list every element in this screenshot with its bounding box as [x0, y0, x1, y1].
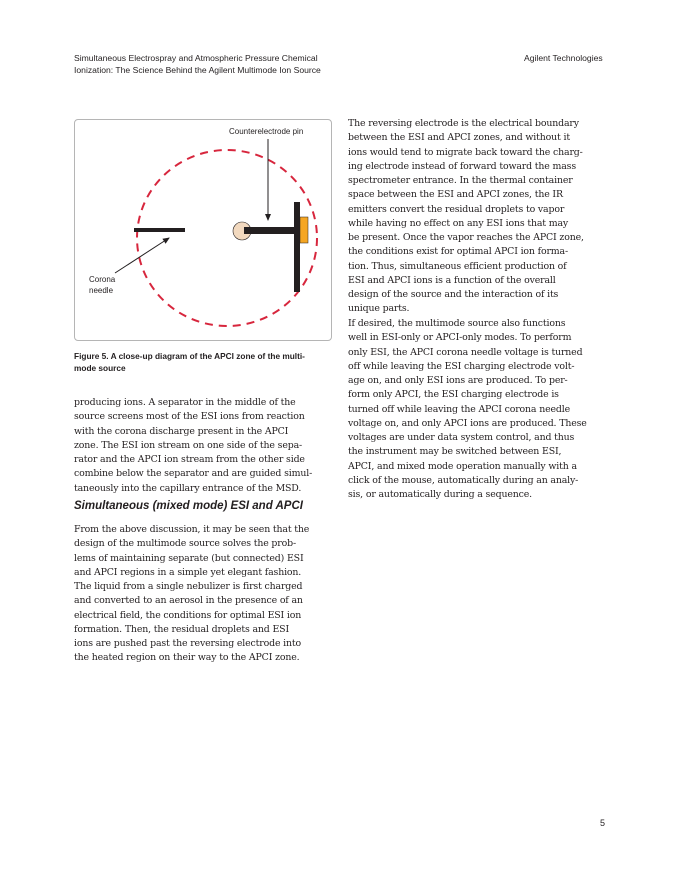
figure-caption [74, 351, 305, 374]
text-line: space between the ESI and APCI zones, the IR [348, 189, 563, 201]
text-line: the instrument may be switched between ESI, [348, 446, 562, 458]
text-line: From the above discussion, it may be seen that the [74, 524, 310, 535]
text-line: voltage on, and only APCI ions are produced. These [348, 417, 587, 429]
text-line: unique parts. [348, 303, 410, 315]
text-line: ions would tend to migrate back toward the charg- [348, 146, 583, 158]
paragraph [74, 396, 312, 496]
caption-line: Figure 5. A close-up diagram of the APCI zone of the multi- [74, 351, 305, 361]
running-title-line: Ionization: The Science Behind the Agilent Multimode Ion Source [74, 65, 321, 75]
counterelectrode-pin [300, 217, 308, 243]
text-line: click of the mouse, automatically during an analy- [348, 474, 579, 486]
text-line: well in ESI-only or APCI-only modes. To perform [348, 332, 572, 344]
text-line: off while leaving the ESI charging electrode volt- [348, 360, 575, 372]
text-line: be present. Once the vapor reaches the APCI zone, [348, 232, 584, 243]
text-line: formation. Then, the residual droplets and ESI [74, 623, 290, 635]
text-line: If desired, the multimode source also functions [348, 318, 566, 329]
running-title-line: Simultaneous Electrospray and Atmospheric Pressure Chemical [74, 53, 318, 63]
text-line: and converted to an aerosol in the presence of an [74, 595, 303, 607]
text-line: tion. Thus, simultaneous efficient production of [348, 260, 567, 272]
corona-needle [134, 228, 185, 232]
text-line: form only APCI, the ESI charging electrode is [348, 389, 559, 401]
text-line: ing electrode instead of forward toward the mass [348, 160, 577, 172]
corona-needle-label [89, 274, 115, 296]
text-line: ESI and APCI ions is a function of the overall [348, 274, 556, 286]
text-line: emitters convert the residual droplets to vapor [348, 203, 565, 215]
text-line: electrical field, the conditions for optimal ESI ion [74, 609, 302, 621]
text-line: zone. The ESI ion stream on one side of the sepa- [74, 439, 303, 451]
text-line: taneously into the capillary entrance of the MSD. [74, 482, 302, 494]
text-line: while having no effect on any ESI ions that may [348, 217, 569, 229]
text-line: turned off while leaving the APCI corona needle [348, 403, 570, 415]
paragraph [348, 117, 584, 317]
apci-zone-boundary [137, 150, 317, 326]
text-line: The liquid from a single nebulizer is first charged [74, 581, 303, 592]
text-line: voltages are under data system control, and thus [348, 432, 575, 443]
text-line: with the corona discharge present in the APCI [74, 425, 289, 437]
text-line: age on, and only ESI ions are produced. To per- [348, 375, 568, 386]
caption-line: mode source [74, 362, 126, 373]
text-line: between the ESI and APCI zones, and without it [348, 132, 570, 144]
text-line: only ESI, the APCI corona needle voltage is turned [348, 346, 583, 358]
counterelectrode-plate [294, 202, 300, 292]
section-subheading: Simultaneous (mixed mode) ESI and APCI [74, 500, 303, 512]
text-line: sis, or automatically during a sequence. [348, 489, 532, 500]
corona-arrow [115, 238, 169, 273]
text-line: producing ions. A separator in the middle of the [74, 397, 296, 408]
text-line: spectrometer entrance. In the thermal container [348, 175, 573, 186]
apci-zone-diagram [75, 120, 331, 340]
text-line: and APCI regions in a simple yet elegant fashion. [74, 566, 302, 578]
counterelectrode-rod [244, 227, 294, 234]
text-line: lems of maintaining separate (but connected) ESI [74, 552, 304, 564]
text-line: design of the multimode source solves the prob- [74, 538, 296, 550]
label-line: needle [89, 286, 114, 295]
text-line: combine below the separator and are guided simul- [74, 468, 313, 480]
text-line: the conditions exist for optimal APCI ion forma- [348, 246, 568, 258]
paragraph [74, 523, 309, 666]
company-name: Agilent Technologies [524, 53, 603, 63]
counterelectrode-label: Counterelectrode pin [229, 127, 304, 136]
text-line: rator and the APCI ion stream from the other side [74, 454, 305, 465]
paragraph [348, 317, 587, 502]
text-line: APCI, and mixed mode operation manually with a [348, 460, 577, 472]
page-number: 5 [600, 818, 606, 828]
label-line: Corona [89, 275, 116, 284]
text-line: The reversing electrode is the electrical boundary [348, 118, 579, 129]
text-line: design of the source and the interaction of its [348, 289, 559, 300]
text-line: source screens most of the ESI ions from reaction [74, 411, 305, 423]
text-line: ions are pushed past the reversing electrode into [74, 638, 302, 649]
running-title [74, 52, 321, 76]
text-line: the heated region on their way to the APCI zone. [74, 652, 300, 664]
figure-5-diagram [74, 119, 332, 341]
